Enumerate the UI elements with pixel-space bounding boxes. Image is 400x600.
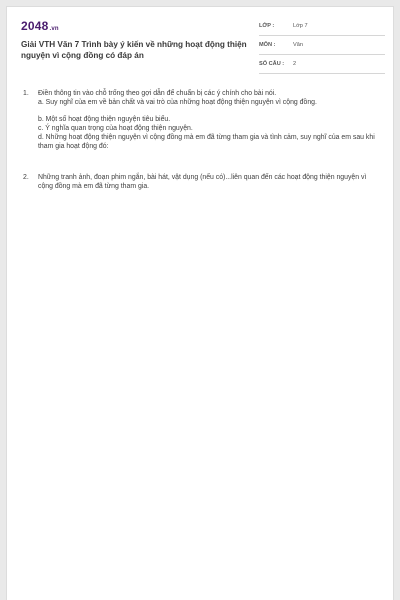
question-part-c: c. Ý nghĩa quan trọng của hoạt động thiện nguyện. xyxy=(38,125,193,132)
document-content xyxy=(23,89,379,191)
meta-value: 2 xyxy=(293,61,297,67)
meta-label: LỚP : xyxy=(259,23,275,29)
question-intro: Những tranh ảnh, đoạn phim ngắn, bài hát, vật dụng (nếu có)...liên quan đến các hoạt động thiện nguyện vì cộng đồng mà em đã từng tham gia. xyxy=(38,174,367,190)
question-intro: Điền thông tin vào chỗ trống theo gợi dẫn để chuẩn bị các ý chính cho bài nói. xyxy=(38,90,277,97)
question-part-d: d. Những hoạt động thiện nguyện vì cộng đồng mà em đã từng tham gia và tình cảm, suy nghĩ của em sau khi tham gia hoạt động đó: xyxy=(38,134,375,150)
question-part-b: b. Một số hoạt động thiện nguyện tiêu biểu. xyxy=(38,116,171,123)
meta-row-question-count xyxy=(259,57,385,74)
logo-suffix-text: .vn xyxy=(49,26,59,32)
document-meta xyxy=(259,19,385,76)
question-number: 1. xyxy=(23,90,29,97)
meta-row-subject xyxy=(259,38,385,55)
question-2 xyxy=(23,173,379,191)
logo-main-text: 2048 xyxy=(21,19,49,33)
document-page xyxy=(6,6,394,600)
document-header xyxy=(19,17,383,75)
meta-label: SỐ CÂU : xyxy=(259,61,285,67)
meta-value: Văn xyxy=(293,42,303,48)
meta-label: MÔN : xyxy=(259,42,276,48)
question-part-a: a. Suy nghĩ của em về bản chất và vai trò của những hoạt động thiện nguyện vì cộng đồng. xyxy=(38,99,317,106)
meta-row-class xyxy=(259,19,385,36)
meta-value: Lớp 7 xyxy=(293,23,308,29)
question-1 xyxy=(23,89,379,151)
question-number: 2. xyxy=(23,174,29,181)
document-title: Giải VTH Văn 7 Trình bày ý kiến về những hoạt động thiện nguyện vì cộng đồng có đáp án xyxy=(21,40,247,60)
site-logo[interactable] xyxy=(21,19,59,33)
